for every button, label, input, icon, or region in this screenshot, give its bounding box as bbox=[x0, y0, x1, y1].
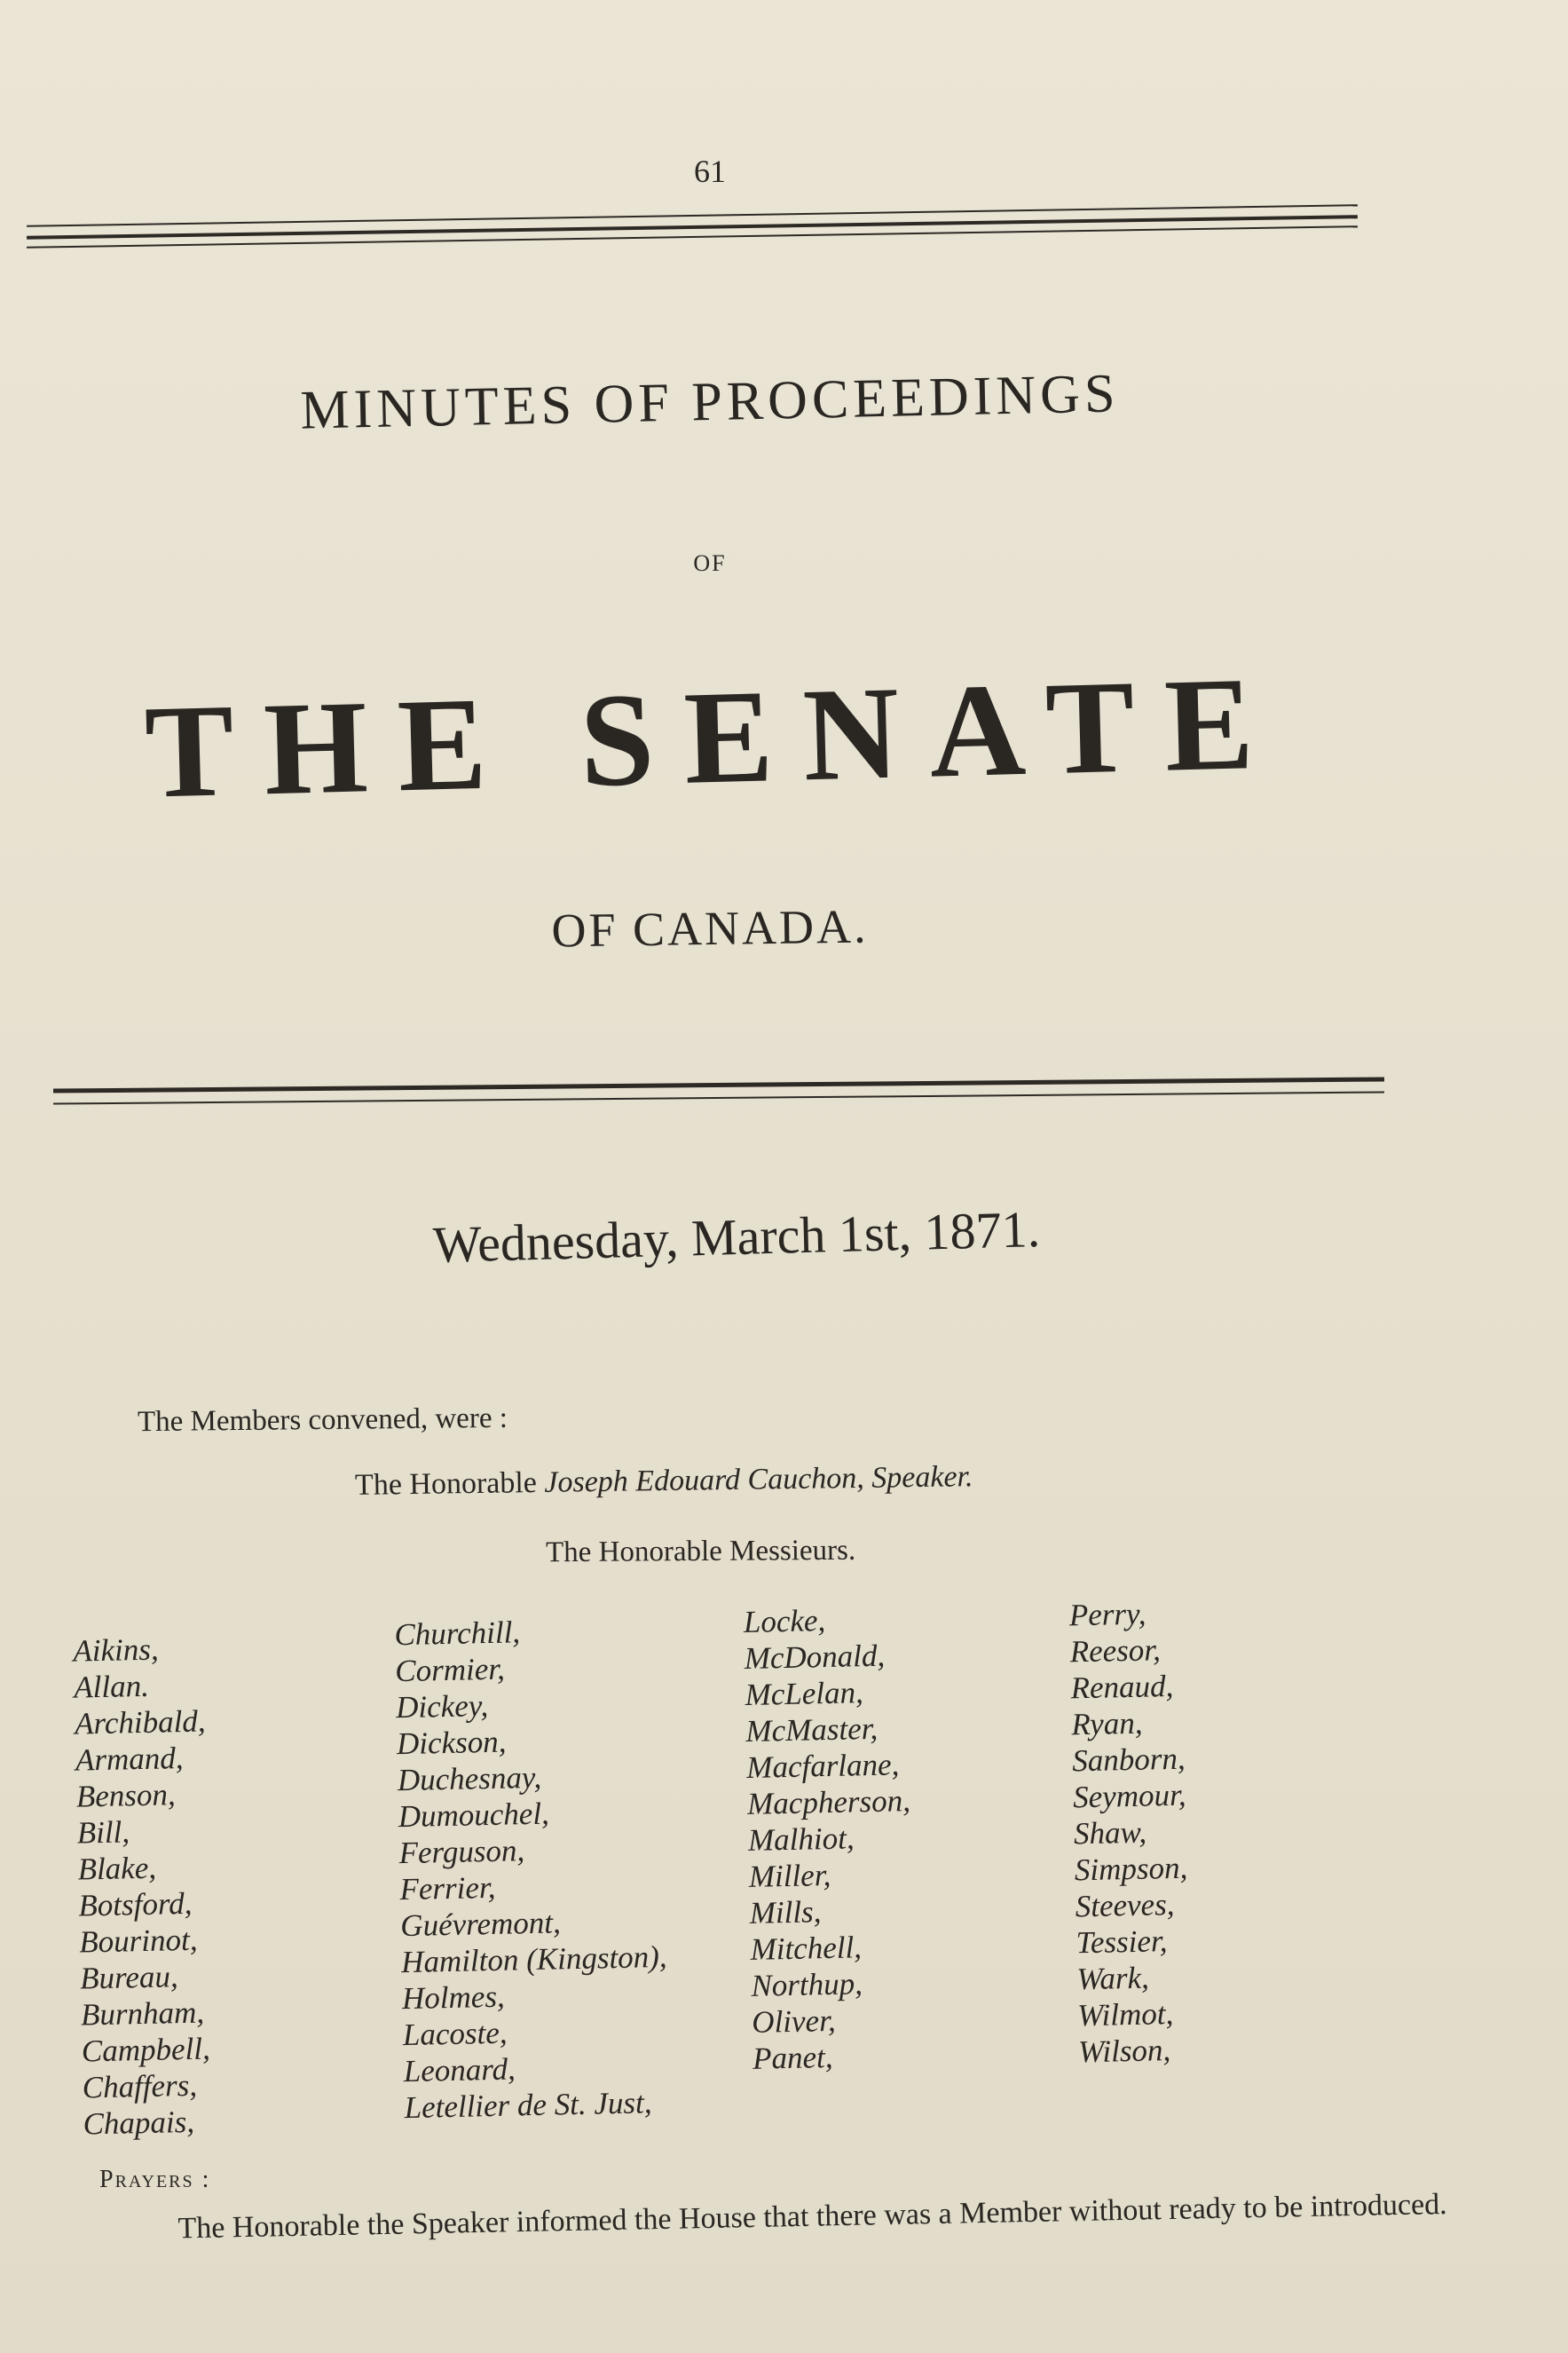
member-name: Blake, bbox=[77, 1850, 157, 1887]
speaker-name: Joseph Edouard Cauchon, Speaker. bbox=[544, 1460, 973, 1499]
member-name: Mills, bbox=[749, 1894, 822, 1931]
member-name: Benson, bbox=[75, 1777, 177, 1814]
members-column-1 bbox=[73, 1631, 214, 2143]
member-name: Macfarlane, bbox=[745, 1747, 900, 1785]
member-name: Chaffers, bbox=[82, 2067, 198, 2105]
member-name: Letellier de St. Just, bbox=[404, 2085, 652, 2126]
member-name: Northup, bbox=[751, 1966, 863, 2003]
member-name: Duchesnay, bbox=[397, 1759, 542, 1798]
member-name: Steeves, bbox=[1075, 1886, 1175, 1924]
member-name: Aikins, bbox=[73, 1631, 160, 1669]
member-name: Seymour, bbox=[1072, 1777, 1186, 1815]
member-name: Leonard, bbox=[403, 2051, 516, 2089]
member-name: Chapais, bbox=[83, 2104, 195, 2142]
member-name: Reesor, bbox=[1069, 1632, 1162, 1670]
members-column-2 bbox=[394, 1611, 670, 2126]
member-name: McMaster, bbox=[745, 1710, 879, 1749]
member-name: Archibald, bbox=[74, 1703, 206, 1741]
page-number: 61 bbox=[694, 154, 726, 189]
member-name: Sanborn, bbox=[1071, 1741, 1186, 1779]
member-name: Hamilton (Kingston), bbox=[400, 1938, 667, 1980]
member-name: Ryan, bbox=[1071, 1705, 1143, 1742]
prayers-label: Prayers : bbox=[99, 2166, 211, 2193]
member-name: Dickson, bbox=[396, 1724, 507, 1762]
member-name: Tessier, bbox=[1076, 1923, 1168, 1961]
member-name: Burnham, bbox=[80, 1994, 205, 2033]
member-name: Simpson, bbox=[1074, 1850, 1188, 1888]
member-name: Campbell, bbox=[81, 2031, 211, 2069]
mid-rule-thin bbox=[53, 1091, 1384, 1104]
messieurs-heading: The Honorable Messieurs. bbox=[545, 1534, 856, 1569]
member-name: Armand, bbox=[75, 1741, 184, 1778]
members-intro: The Members convened, were : bbox=[137, 1402, 508, 1439]
member-name: Holmes, bbox=[401, 1978, 506, 2017]
member-name: Botsford, bbox=[78, 1885, 193, 1923]
speaker-line bbox=[355, 1460, 973, 1503]
top-rule-thin bbox=[27, 204, 1358, 227]
title-minutes-of-proceedings: MINUTES OF PROCEEDINGS bbox=[299, 363, 1121, 441]
member-name: Oliver, bbox=[751, 2002, 836, 2040]
member-name: McLelan, bbox=[745, 1675, 864, 1712]
member-name: Locke, bbox=[743, 1603, 826, 1639]
member-name: Shaw, bbox=[1073, 1814, 1147, 1852]
member-name: Lacoste, bbox=[402, 2015, 508, 2053]
member-name: Churchill, bbox=[394, 1615, 521, 1653]
member-name: Wilson, bbox=[1077, 2033, 1171, 2070]
mid-rule-thick bbox=[53, 1077, 1384, 1093]
member-name: Wilmot, bbox=[1076, 1996, 1174, 2033]
member-name: Renaud, bbox=[1070, 1668, 1174, 1706]
member-name: Dumouchel, bbox=[398, 1796, 550, 1835]
speaker-announcement-paragraph: The Honorable the Speaker informed the House that there was a Member without ready to be introduced. bbox=[177, 2187, 1447, 2246]
member-name: Mitchell, bbox=[750, 1930, 863, 1967]
member-name: Panet, bbox=[752, 2039, 833, 2076]
title-of: OF bbox=[693, 550, 727, 576]
member-name: Cormier, bbox=[394, 1651, 506, 1689]
member-name: Miller, bbox=[748, 1857, 831, 1894]
members-column-3 bbox=[743, 1600, 916, 2077]
title-of-canada: OF CANADA. bbox=[551, 899, 869, 958]
member-name: Bourinot, bbox=[78, 1922, 198, 1960]
member-name: McDonald, bbox=[744, 1638, 886, 1676]
member-name: Guévremont, bbox=[399, 1905, 562, 1944]
member-name: Dickey, bbox=[395, 1688, 489, 1725]
member-name: Wark, bbox=[1076, 1960, 1150, 1997]
member-name: Allan. bbox=[73, 1668, 150, 1705]
title-the-senate: THE SENATE bbox=[143, 649, 1286, 826]
member-name: Malhiot, bbox=[747, 1820, 855, 1858]
member-name: Macpherson, bbox=[746, 1783, 911, 1821]
speaker-prefix: The Honorable bbox=[354, 1466, 538, 1502]
member-name: Perry, bbox=[1068, 1596, 1146, 1633]
top-rule-thin-2 bbox=[27, 225, 1358, 249]
member-name: Ferguson, bbox=[398, 1833, 525, 1871]
sitting-date: Wednesday, March 1st, 1871. bbox=[432, 1200, 1041, 1274]
member-name: Bureau, bbox=[79, 1959, 179, 1996]
member-name: Ferrier, bbox=[399, 1869, 496, 1907]
members-column-4 bbox=[1068, 1595, 1192, 2071]
member-name: Bill, bbox=[76, 1814, 130, 1851]
